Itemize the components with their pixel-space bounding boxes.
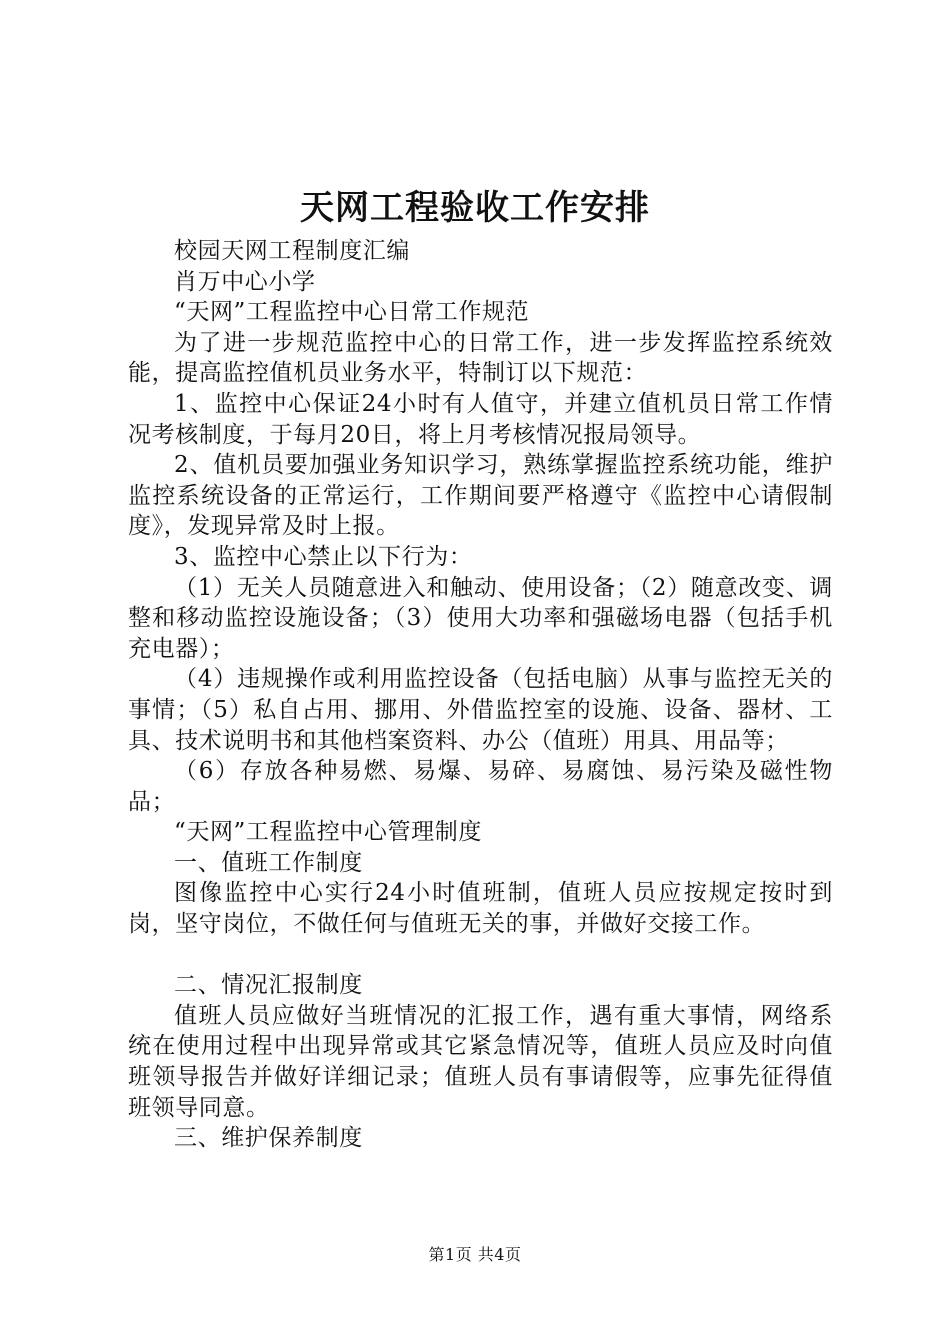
paragraph-duty-heading: 一、值班工作制度 xyxy=(174,849,363,876)
paragraph-rule-1: 1、监控中心保证24小时有人值守，并建立值机员日常工作情况考核制度，于每月20日，将上月考核情况报局领导。 xyxy=(128,390,833,448)
paragraph-rule-2: 2、值机员要加强业务知识学习，熟练掌握监控系统功能，维护监控系统设备的正常运行，工作期间要严格遵守《监控中心请假制度》，发现异常及时上报。 xyxy=(128,452,833,540)
document-body xyxy=(128,236,833,1154)
paragraph-maintenance-heading: 三、维护保养制度 xyxy=(174,1125,363,1152)
document-title: 天网工程验收工作安排 xyxy=(300,188,650,228)
paragraph-report-text: 值班人员应做好当班情况的汇报工作，遇有重大事情，网络系统在使用过程中出现异常或其它紧急情况等，值班人员应及时向值班领导报告并做好详细记录；值班人员有事请假等，应事先征得值班领导同意。 xyxy=(128,1002,833,1121)
paragraph-duty-text: 图像监控中心实行24小时值班制，值班人员应按规定按时到岗，坚守岗位，不做任何与值班无关的事，并做好交接工作。 xyxy=(128,880,833,938)
paragraph-prohibited-1-3: （1）无关人员随意进入和触动、使用设备；（2）随意改变、调整和移动监控设施设备；（3）使用大功率和强磁场电器（包括手机充电器）； xyxy=(128,574,833,662)
paragraph-report-heading: 二、情况汇报制度 xyxy=(174,972,363,999)
paragraph-section-heading-daily-rules: “天网”工程监控中心日常工作规范 xyxy=(174,299,530,326)
paragraph-prohibited-4-5: （4）违规操作或利用监控设备（包括电脑）从事与监控无关的事情；（5）私自占用、挪用、外借监控室的设施、设备、器材、工具、技术说明书和其他档案资料、办公（值班）用具、用品等； xyxy=(128,666,833,754)
paragraph-section-heading-management: “天网”工程监控中心管理制度 xyxy=(174,819,482,846)
paragraph-prohibited-6: （6）存放各种易燃、易爆、易碎、易腐蚀、易污染及磁性物品； xyxy=(128,758,833,815)
page-footer: 第1页 共4页 xyxy=(428,1245,522,1264)
blank-line xyxy=(128,940,833,971)
paragraph-collection-name: 校园天网工程制度汇编 xyxy=(174,238,410,264)
paragraph-rule-3: 3、监控中心禁止以下行为： xyxy=(174,543,473,570)
paragraph-school-name: 肖万中心小学 xyxy=(174,268,316,295)
paragraph-intro: 为了进一步规范监控中心的日常工作，进一步发挥监控系统效能，提高监控值机员业务水平，特制订以下规范： xyxy=(128,329,833,387)
